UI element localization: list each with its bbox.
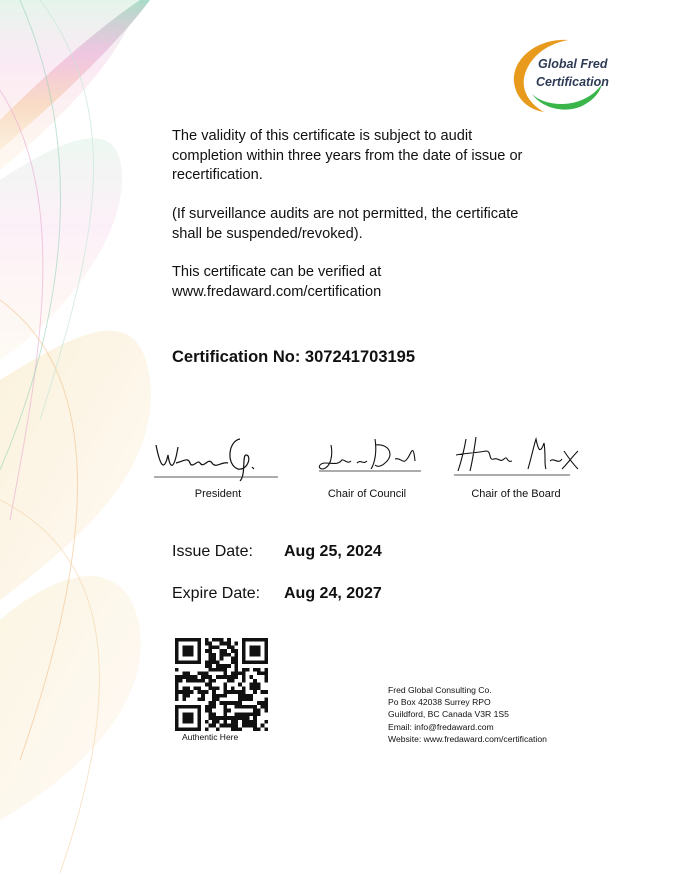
- email-line[interactable]: Email: info@fredaward.com: [388, 721, 494, 732]
- surveillance-paragraph: (If surveillance audits are not permitted, the certificate shall be suspended/revoked).: [172, 206, 519, 242]
- certification-number: Certification No: 307241703195: [172, 348, 416, 366]
- qr-caption: Authentic Here: [182, 732, 239, 742]
- city-line: Guildford, BC Canada V3R 1S5: [388, 709, 509, 720]
- logo-text-line1: Global Fred: [538, 57, 608, 71]
- signature-title-council: Chair of Council: [327, 488, 407, 500]
- verification-text: This certificate can be verified at: [172, 264, 382, 280]
- website-line[interactable]: Website: www.fredaward.com/certification: [388, 733, 547, 744]
- expire-date-label: Expire Date:: [172, 585, 261, 602]
- logo: [508, 36, 618, 116]
- signature-henri-image: [446, 425, 586, 485]
- company-address: [388, 684, 547, 745]
- signature-title-president: President: [194, 488, 242, 500]
- issue-date-label: Issue Date:: [172, 543, 253, 560]
- company-name: Fred Global Consulting Co.: [388, 685, 492, 695]
- signature-council: [297, 425, 437, 485]
- issue-date-value: Aug 25, 2024: [284, 543, 382, 560]
- signature-board: [446, 425, 586, 485]
- signature-title-board: Chair of the Board: [471, 488, 561, 500]
- validity-paragraph: The validity of this certificate is subject to audit completion within three years from the date of issue or recertification.: [172, 128, 523, 183]
- qr-code-icon[interactable]: [175, 638, 268, 731]
- signature-president: [148, 425, 288, 485]
- expire-date-value: Aug 24, 2027: [284, 585, 382, 602]
- po-box: Po Box 42038 Surrey RPO: [388, 697, 491, 708]
- logo-text-line2: Certification: [536, 75, 609, 89]
- verification-paragraph: [172, 263, 532, 302]
- signature-william-image: [148, 425, 288, 485]
- verification-url[interactable]: www.fredaward.com/certification: [172, 283, 382, 300]
- signature-josia-image: [297, 425, 437, 485]
